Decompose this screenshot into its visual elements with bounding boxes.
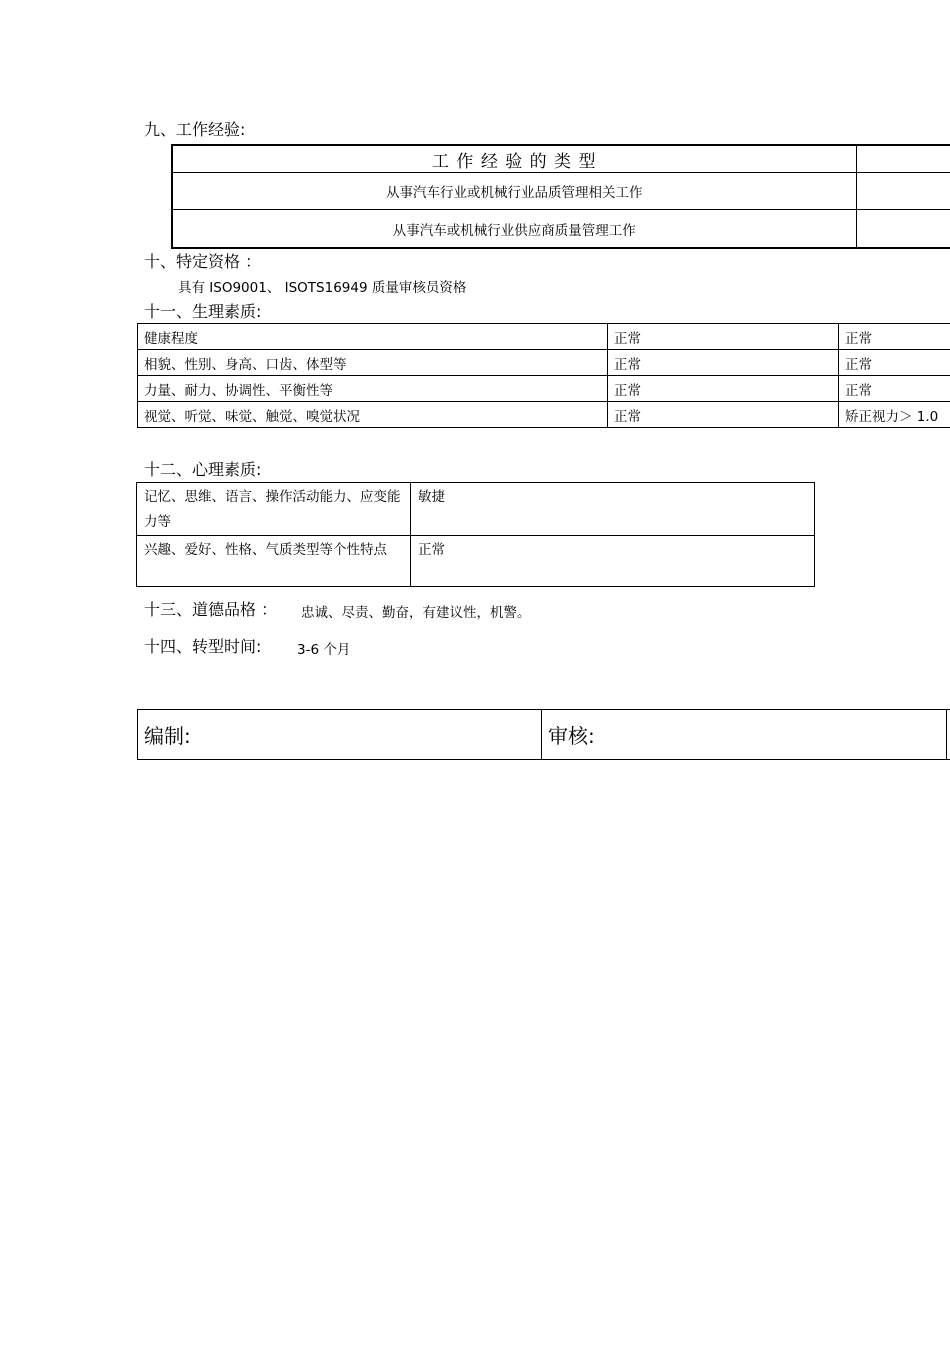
table-row [138, 402, 950, 428]
table-cell [947, 710, 950, 760]
moral-quality-text: 忠诚、尽责、勤奋，有建议性，机警。 [301, 605, 531, 621]
transition-time-text: 3-6 个月 [297, 642, 351, 658]
section10-heading: 十、特定资格 ： [144, 252, 262, 271]
table-cell: 视觉、听觉、味觉、触觉、嗅觉状况 [138, 402, 608, 428]
table-row [137, 536, 815, 587]
table-cell: 正常 [839, 350, 950, 376]
table-cell: 正常 [839, 376, 950, 402]
psychological-quality-table [136, 482, 815, 587]
table-cell: 健康程度 [138, 324, 608, 350]
table-row [138, 324, 950, 350]
table-cell [856, 145, 950, 173]
table-cell [856, 173, 950, 210]
section12-heading: 十二、心理素质: [144, 460, 262, 479]
table-cell: 敏捷 [411, 483, 815, 536]
table-row [172, 173, 950, 210]
table-cell: 记忆、思维、语言、操作活动能力、应变能力等 [137, 483, 411, 536]
table-cell: 正常 [608, 350, 839, 376]
section9-heading: 九、工作经验: [144, 120, 246, 139]
table-cell: 正常 [608, 402, 839, 428]
table-row [137, 483, 815, 536]
table-cell [856, 210, 950, 249]
section13-heading: 十三、道德品格 ： [144, 600, 278, 619]
reviewed-by-cell: 审核: [542, 710, 947, 760]
table-cell: 力量、耐力、协调性、平衡性等 [138, 376, 608, 402]
table-cell: 从事汽车或机械行业供应商质量管理工作 [172, 210, 856, 249]
table-cell: 正常 [608, 324, 839, 350]
table-row [138, 350, 950, 376]
table-row [172, 145, 950, 173]
table-cell: 从事汽车行业或机械行业品质管理相关工作 [172, 173, 856, 210]
work-experience-table [171, 144, 950, 249]
prepared-by-cell: 编制: [138, 710, 542, 760]
table-cell: 正常 [411, 536, 815, 587]
section14-heading: 十四、转型时间: [144, 637, 262, 656]
table-cell: 正常 [839, 324, 950, 350]
qualification-text: 具有 ISO9001、 ISOTS16949 质量审核员资格 [178, 280, 467, 296]
table-cell: 相貌、性别、身高、口齿、体型等 [138, 350, 608, 376]
table-cell: 矫正视力＞ 1.0 [839, 402, 950, 428]
section11-heading: 十一、生理素质: [144, 302, 262, 321]
table-row [138, 376, 950, 402]
physical-quality-table [137, 323, 950, 428]
table-header: 工 作 经 验 的 类 型 [172, 145, 856, 173]
table-cell: 兴趣、爱好、性格、气质类型等个性特点 [137, 536, 411, 587]
table-row [172, 210, 950, 249]
table-cell: 正常 [608, 376, 839, 402]
table-row [138, 710, 950, 760]
signature-table [137, 709, 950, 760]
